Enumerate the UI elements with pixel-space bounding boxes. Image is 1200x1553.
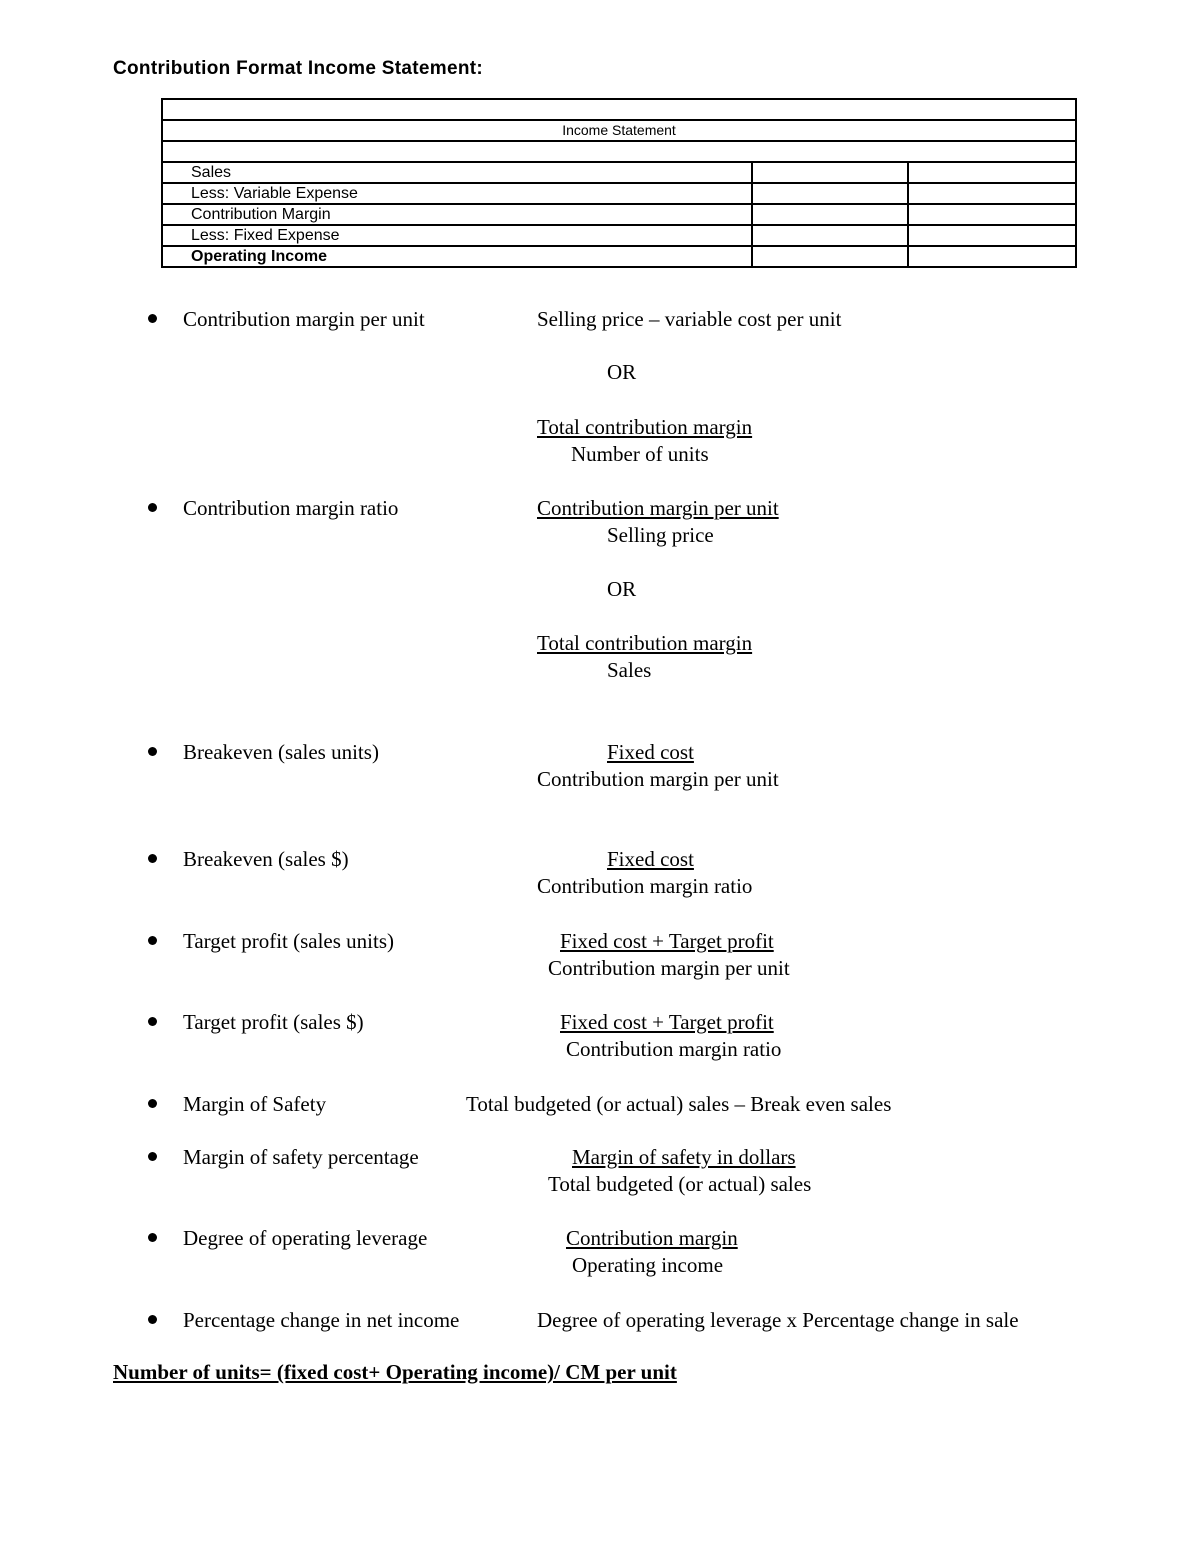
row-label-variable-expense: Less: Variable Expense	[162, 183, 752, 204]
formula-term: Target profit (sales $)	[183, 1010, 364, 1034]
table-row	[162, 141, 1076, 162]
formula-or: OR	[607, 577, 637, 601]
formula-term: Percentage change in net income	[183, 1308, 460, 1332]
formula-numerator: Margin of safety in dollars	[572, 1145, 796, 1169]
formula-numerator: Fixed cost	[607, 847, 694, 871]
formula-term: Degree of operating leverage	[183, 1226, 428, 1250]
formula-line: Degree of operating leverage x Percentage change in sale	[537, 1308, 1019, 1332]
formula-denominator: Operating income	[572, 1253, 724, 1277]
amount-cell	[908, 204, 1076, 225]
formula-numerator: Fixed cost	[607, 740, 694, 764]
table-row	[162, 162, 1076, 183]
formula-term: Contribution margin ratio	[183, 496, 399, 520]
table-row	[162, 204, 1076, 225]
formula-line: Selling price – variable cost per unit	[537, 307, 842, 331]
formula-numerator: Fixed cost + Target profit	[560, 1010, 774, 1034]
footer-formula: Number of units= (fixed cost+ Operating income)/ CM per unit	[113, 1360, 677, 1384]
formula-denominator: Selling price	[607, 523, 714, 547]
formula-numerator: Contribution margin per unit	[537, 496, 779, 520]
amount-cell	[752, 162, 908, 183]
formula-denominator: Total budgeted (or actual) sales	[548, 1172, 812, 1196]
page-title: Contribution Format Income Statement:	[113, 58, 483, 79]
bullet-icon	[148, 747, 157, 756]
bullet-icon	[148, 1315, 157, 1324]
row-label-contribution-margin: Contribution Margin	[162, 204, 752, 225]
income-statement-table	[161, 98, 1077, 268]
formula-denominator: Sales	[607, 658, 652, 682]
bullet-icon	[148, 936, 157, 945]
formula-denominator: Contribution margin ratio	[566, 1037, 782, 1061]
formula-term: Target profit (sales units)	[183, 929, 395, 953]
amount-cell	[752, 183, 908, 204]
formula-term: Contribution margin per unit	[183, 307, 425, 331]
formula-term: Breakeven (sales units)	[183, 740, 379, 764]
formula-denominator: Number of units	[571, 442, 709, 466]
formula-numerator: Total contribution margin	[537, 631, 753, 655]
amount-cell	[752, 246, 908, 267]
bullet-icon	[148, 1017, 157, 1026]
formula-or: OR	[607, 360, 637, 384]
amount-cell	[908, 246, 1076, 267]
bullet-icon	[148, 854, 157, 863]
formula-denominator: Contribution margin ratio	[537, 874, 753, 898]
bullet-icon	[148, 1152, 157, 1161]
table-title: Income Statement	[162, 120, 1076, 141]
formula-term: Breakeven (sales $)	[183, 847, 349, 871]
formula-numerator: Fixed cost + Target profit	[560, 929, 774, 953]
formula-line: Total budgeted (or actual) sales – Break even sales	[466, 1092, 892, 1116]
table-row	[162, 246, 1076, 267]
table-row	[162, 225, 1076, 246]
formula-term: Margin of safety percentage	[183, 1145, 419, 1169]
table-row	[162, 183, 1076, 204]
bullet-icon	[148, 314, 157, 323]
amount-cell	[752, 204, 908, 225]
bullet-icon	[148, 503, 157, 512]
formula-term: Margin of Safety	[183, 1092, 327, 1116]
formula-denominator: Contribution margin per unit	[537, 767, 779, 791]
amount-cell	[908, 183, 1076, 204]
amount-cell	[908, 225, 1076, 246]
amount-cell	[908, 162, 1076, 183]
table-row	[162, 99, 1076, 120]
row-label-sales: Sales	[162, 162, 752, 183]
bullet-icon	[148, 1233, 157, 1242]
formula-numerator: Contribution margin	[566, 1226, 738, 1250]
formula-denominator: Contribution margin per unit	[548, 956, 790, 980]
formula-numerator: Total contribution margin	[537, 415, 753, 439]
table-row	[162, 120, 1076, 141]
row-label-fixed-expense: Less: Fixed Expense	[162, 225, 752, 246]
bullet-icon	[148, 1099, 157, 1108]
row-label-operating-income: Operating Income	[162, 246, 752, 267]
amount-cell	[752, 225, 908, 246]
